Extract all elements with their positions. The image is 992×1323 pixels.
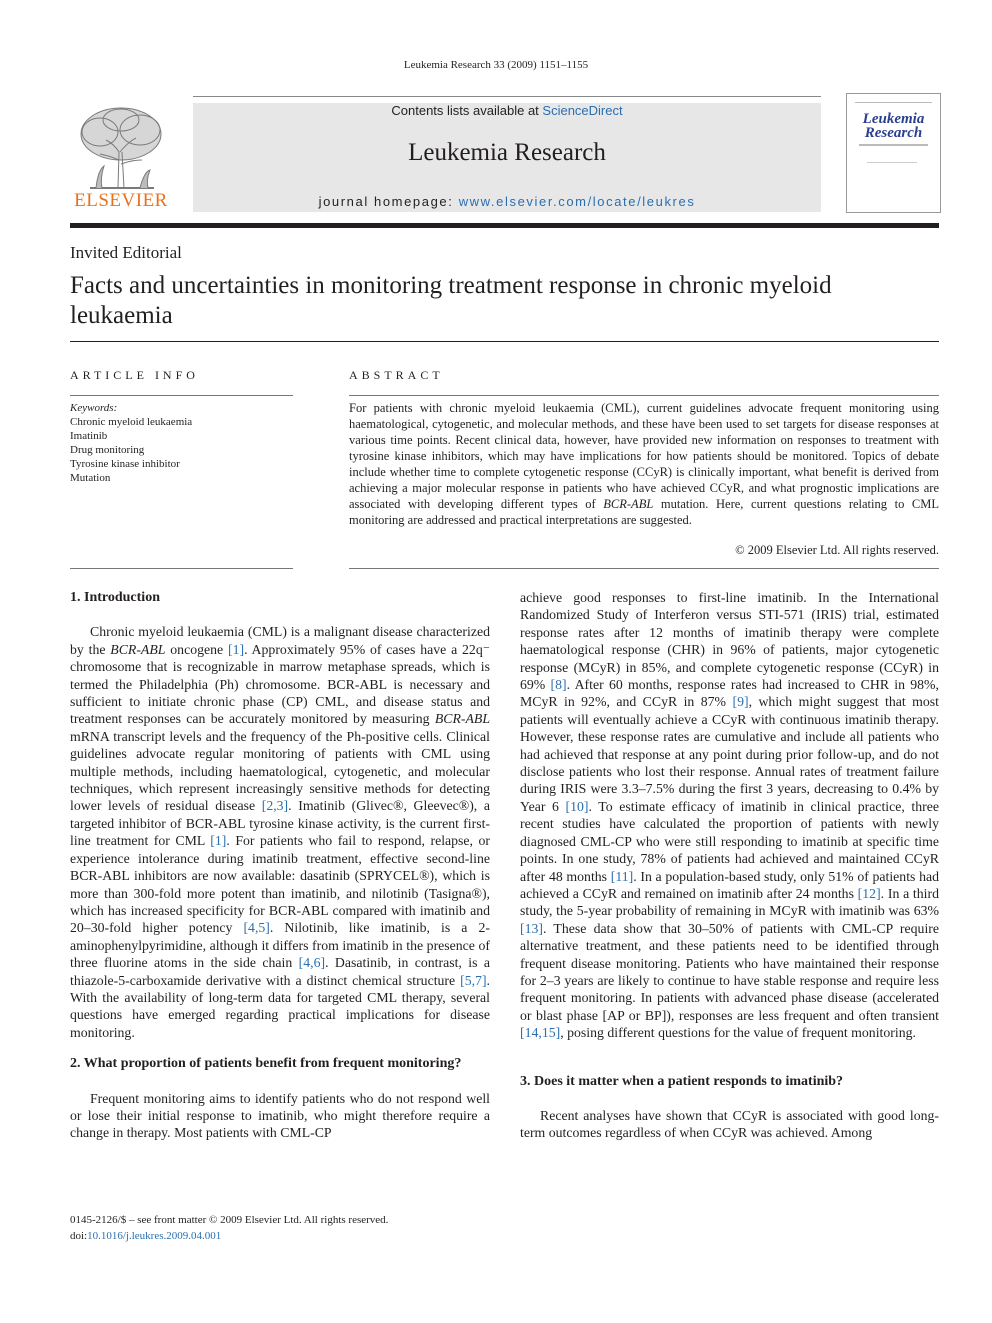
article-info-rule xyxy=(70,395,293,396)
header-rule xyxy=(70,223,939,228)
cover-fine-print xyxy=(867,162,917,173)
contents-line xyxy=(193,103,821,118)
cover-title-line2: Research xyxy=(864,125,923,141)
journal-banner xyxy=(193,103,821,212)
text-run: oncogene xyxy=(165,641,228,657)
text-run: . Approximately 95% of cases have a 22q⁻ chromosome that is recognizable in marrow metaphase spreads, which is termed the Philadelphia (Ph) chromosome. BCR-ABL is necessary and sufficient to initiate chronic phase (CP) CML, and disease status and treatment responses can be accurately monitored by measuring xyxy=(70,641,490,727)
section-2-heading: 2. What proportion of patients benefit from frequent monitoring? xyxy=(70,1056,462,1072)
abstract-text xyxy=(349,400,939,528)
section-3-paragraph: Recent analyses have shown that CCyR is associated with good long-term outcomes regardless of when CCyR was achieved. Among xyxy=(520,1107,939,1141)
text-run: . Nilotinib, like imatinib, is a 2-aminophenylpyrimidine, although it differs from imatinib in the presence of three fluorine atoms in the side chain xyxy=(70,920,490,971)
article-title: Facts and uncertainties in monitoring treatment response in chronic myeloid leukaemia xyxy=(70,272,832,329)
sciencedirect-link[interactable]: ScienceDirect xyxy=(542,103,623,118)
citation-link[interactable]: [4,5] xyxy=(243,920,270,936)
article-info-heading: ARTICLE INFO xyxy=(70,368,199,382)
citation-link[interactable]: [1] xyxy=(227,641,245,657)
homepage-prefix: journal homepage: xyxy=(318,194,459,209)
keyword-item: Tyrosine kinase inhibitor xyxy=(70,458,180,470)
title-rule xyxy=(70,341,939,342)
keywords-block xyxy=(70,401,192,485)
section-2-paragraph-continued xyxy=(520,589,939,1042)
abstract-heading: ABSTRACT xyxy=(349,368,444,382)
doi-line xyxy=(70,1228,388,1244)
keyword-item: Drug monitoring xyxy=(70,444,145,456)
left-column xyxy=(70,589,490,1142)
citation-link[interactable]: [10] xyxy=(565,798,589,814)
citation-link[interactable]: [2,3] xyxy=(261,798,289,814)
citation-link[interactable]: [14,15] xyxy=(520,1025,561,1041)
citation-link[interactable]: [9] xyxy=(732,694,749,710)
section-1-heading: 1. Introduction xyxy=(70,590,160,605)
article-info-bottom-rule xyxy=(70,568,293,569)
section-2-paragraph: Frequent monitoring aims to identify patients who do not respond well or lose their initial response to imatinib, who might therefore require a change in therapy. Most patients with CML-CP xyxy=(70,1090,490,1141)
issn-line: 0145-2126/$ – see front matter © 2009 Elsevier Ltd. All rights reserved. xyxy=(70,1214,389,1226)
right-column xyxy=(520,589,939,1142)
section-3-heading: 3. Does it matter when a patient responds to imatinib? xyxy=(520,1073,844,1089)
doi-prefix: doi: xyxy=(70,1230,88,1242)
abstract-part: mutation. Here, current questions relating to CML monitoring are addressed and practical interpretations are suggested. xyxy=(349,497,939,527)
homepage-link[interactable]: www.elsevier.com/locate/leukres xyxy=(458,194,696,209)
text-run: , posing different questions for the value of frequent monitoring. xyxy=(560,1025,916,1041)
doi-link[interactable]: 10.1016/j.leukres.2009.04.001 xyxy=(87,1230,222,1242)
keywords-label: Keywords: xyxy=(70,402,118,414)
cover-title xyxy=(847,112,940,140)
citation-link[interactable]: [13] xyxy=(520,920,543,936)
section-1-paragraph xyxy=(70,623,490,1041)
text-run: . In a third study, the 5-year probability of remaining in MCyR with imatinib was 63% xyxy=(520,885,939,919)
text-run: . These data show that 30–50% of patients with CML-CP require alternative treatment, and these patients need to be identified through frequent disease monitoring. Patients who have maintained their response for 2–3 years are likely to continue to have stable response and require less frequent monitoring. In patients with advanced phase disease (accelerated or blast phase [AP or BP]), responses are less frequent and often transient xyxy=(520,920,939,1023)
elsevier-logo[interactable] xyxy=(70,104,172,212)
citation-link[interactable]: [11] xyxy=(610,868,634,884)
page-footer xyxy=(70,1212,388,1244)
text-run: . Imatinib (Glivec®, Gleevec®), a targeted inhibitor of BCR-ABL tyrosine kinase activity, is the current first-line treatment for CML xyxy=(70,798,490,849)
cover-top-bar xyxy=(855,102,932,109)
text-run: . Dasatinib, in contrast, is a thiazole-5-carboxamide derivative with a distinct chemical structure xyxy=(70,955,490,988)
text-run: Chronic myeloid leukaemia (CML) is a malignant disease characterized by the xyxy=(70,624,490,657)
journal-name: Leukemia Research xyxy=(408,139,606,166)
section-type: Invited Editorial xyxy=(70,243,182,262)
abstract-rule xyxy=(349,395,939,396)
text-run: . For patients who fail to respond, relapse, or experience intolerance during imatinib treatment, effective second-line BCR-ABL inhibitors are now available: dasatinib (SPRYCEL®), which is more than 300-fold more potent than imatinib, and nilotinib (Tasigna®), which has increased specificity for BCR-ABL compared with imatinib and 20–30-fold higher potency xyxy=(70,833,490,936)
contents-prefix: Contents lists available at xyxy=(391,103,543,118)
text-run: . With the availability of long-term data for targeted CML therapy, several questions have emerged regarding practical implications for disease monitoring. xyxy=(70,972,490,1040)
citation-link[interactable]: [12] xyxy=(857,885,881,901)
abstract-part: For patients with chronic myeloid leukaemia (CML), current guidelines advocate frequent monitoring using haematological, cytogenetic, and molecular methods, and these have been used to set targets for disease responses at various time points. Recent clinical data, however, have provided new information on responses to treatment with tyrosine kinase inhibitors, which may have implications for how patients should be monitored. Topics of debate include whether time to complete cytogenetic response (CCyR) is clinically important, what benefit is derived from achieving a major molecular response in patients who have achieved CCyR, and what prognostic implications are associated with developing different types of xyxy=(349,401,939,511)
abstract-bottom-rule xyxy=(349,568,939,569)
citation-link[interactable]: [1] xyxy=(210,833,227,849)
banner-top-rule xyxy=(193,96,821,97)
gene-name: BCR-ABL xyxy=(110,641,166,657)
keyword-item: Mutation xyxy=(70,472,111,484)
text-run: . In a population-based study, only 51% of patients had achieved a CCyR and remained on imatinib after 24 months xyxy=(520,868,939,901)
keyword-item: Imatinib xyxy=(70,430,108,442)
cover-subtitle-bar xyxy=(859,144,928,146)
journal-homepage xyxy=(193,194,821,209)
text-run: . After 60 months, response rates had increased to CHR in 98%, MCyR in 92%, and CCyR in 87% xyxy=(520,677,939,710)
text-run: . To estimate efficacy of imatinib in clinical practice, three recent studies have calculated the proportion of patients with newly diagnosed CML-CP who were still responding to imatinib at specific time points. In one study, 78% of patients had achieved and maintained CCyR after 48 months xyxy=(520,798,939,884)
elsevier-wordmark: ELSEVIER xyxy=(74,190,168,211)
elsevier-tree-icon xyxy=(70,104,172,192)
text-run: mRNA transcript levels and the frequency of the Ph-positive cells. Clinical guidelines advocate regular monitoring of patients with CML using multiple methods, including haematological, cytogenetic, and molecular techniques, which represent increasingly sensitive methods for detecting lower levels of residual disease xyxy=(70,728,490,814)
citation-link[interactable]: [8] xyxy=(550,677,567,693)
journal-cover-thumbnail[interactable] xyxy=(846,93,941,213)
running-head: Leukemia Research 33 (2009) 1151–1155 xyxy=(403,59,589,71)
citation-link[interactable]: [4,6] xyxy=(298,955,326,971)
abstract-copyright: © 2009 Elsevier Ltd. All rights reserved. xyxy=(735,543,939,557)
citation-link[interactable]: [5,7] xyxy=(460,972,487,988)
text-run: , which might suggest that most patients will eventually achieve a CCyR with continuous imatinib therapy. However, these response rates are cumulative and include all patients who had achieved that response at any point during prior follow-up, and do not disclose patients who lost their response. Annual rates of treatment failure during IRIS were 3.3–7.5% during the first 3 years, decreasing to 0.4% by Year 6 xyxy=(520,694,939,814)
cover-title-line1: Leukemia xyxy=(862,111,925,127)
text-run: achieve good responses to first-line imatinib. In the International Randomized Study of Interferon versus STI-571 (IRIS) trial, estimated response rates after 12 months of imatinib therapy were complete haematological response (CHR) in 96% of patients, major cytogenetic response (MCyR) in 85%, and complete cytogenetic response (CCyR) in 69% xyxy=(520,590,939,693)
gene-name: BCR-ABL xyxy=(434,711,490,727)
abstract-gene: BCR-ABL xyxy=(603,497,654,511)
keyword-item: Chronic myeloid leukaemia xyxy=(70,416,193,428)
